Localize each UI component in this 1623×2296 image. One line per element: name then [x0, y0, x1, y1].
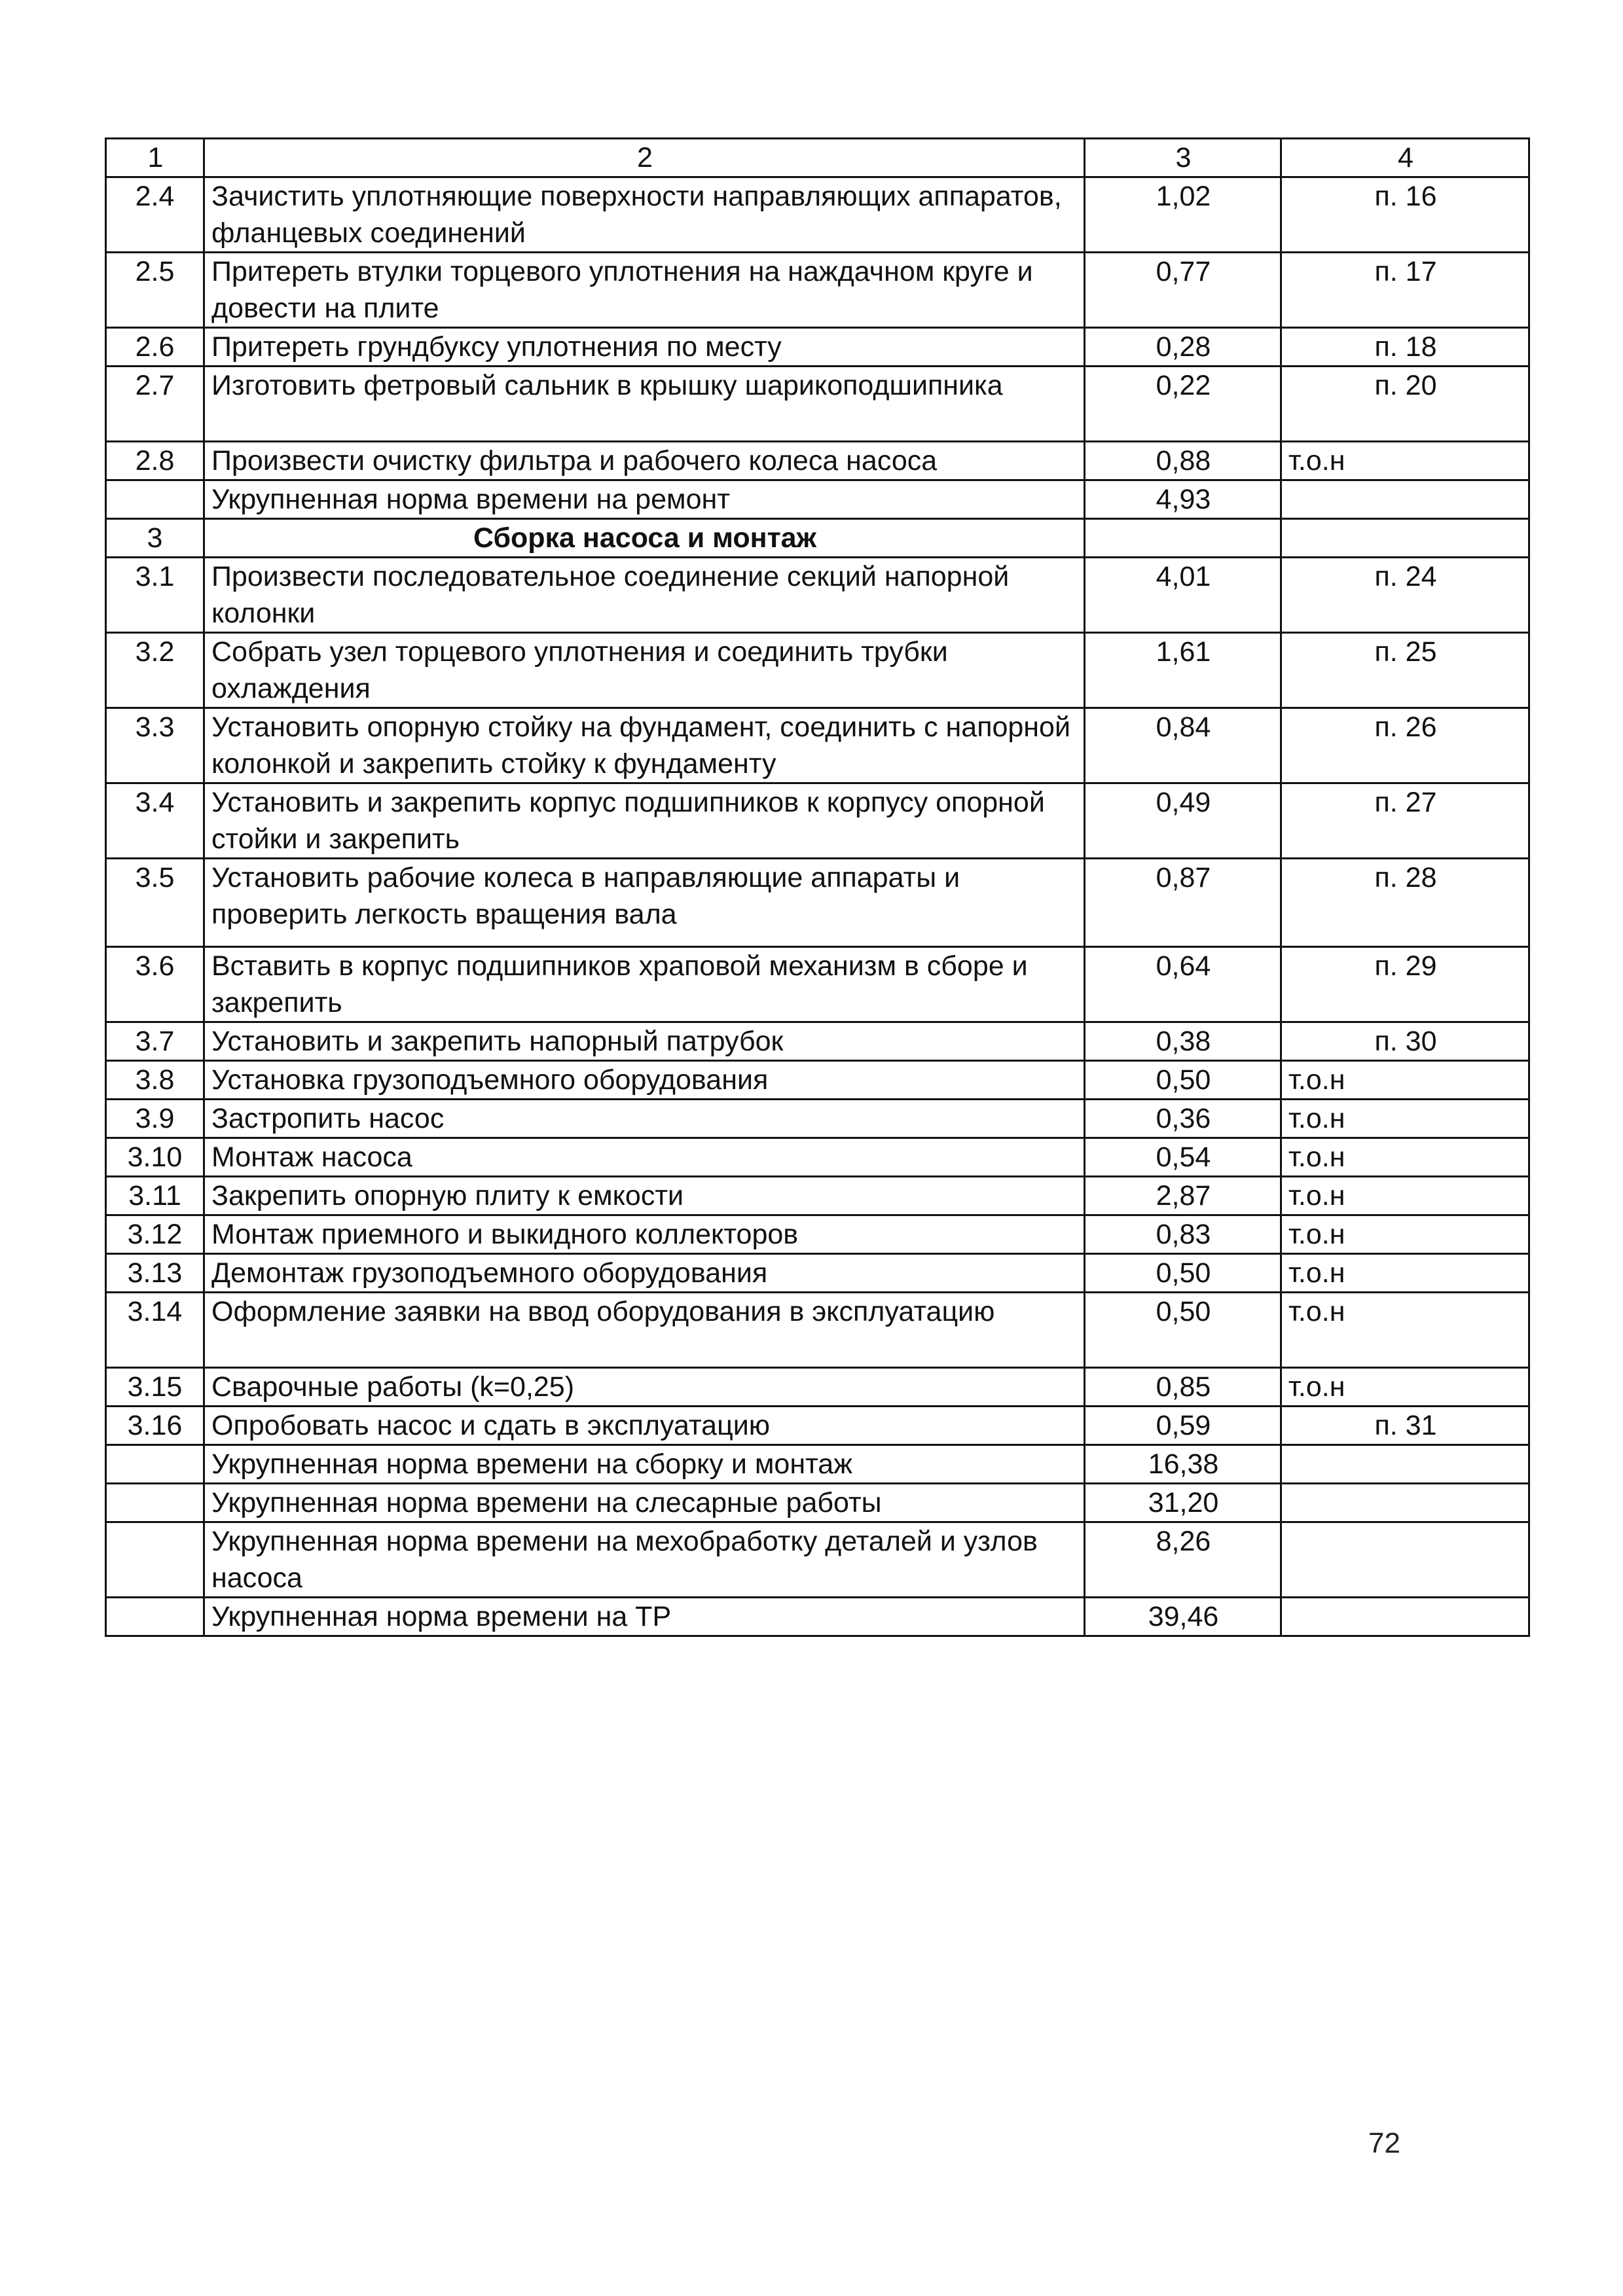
table-row [106, 947, 1529, 1022]
row-reference: т.о.н [1281, 1254, 1529, 1293]
table-row [106, 708, 1529, 783]
row-reference [1281, 1522, 1529, 1598]
row-time: 0,50 [1085, 1061, 1281, 1100]
row-number: 2.5 [106, 253, 204, 328]
subtotal-row [106, 1484, 1529, 1522]
section-number: 3 [106, 519, 204, 558]
subtotal-row [106, 1522, 1529, 1598]
row-description: Сварочные работы (k=0,25) [204, 1368, 1085, 1407]
row-time: 0,22 [1085, 367, 1281, 442]
row-number: 3.16 [106, 1407, 204, 1445]
row-description: Притереть грундбуксу уплотнения по месту [204, 328, 1085, 367]
row-time: 0,64 [1085, 947, 1281, 1022]
row-number [106, 480, 204, 519]
row-number: 3.15 [106, 1368, 204, 1407]
header-col-2: 2 [204, 139, 1085, 177]
row-time: 0,28 [1085, 328, 1281, 367]
row-number: 3.3 [106, 708, 204, 783]
row-description: Укрупненная норма времени на ремонт [204, 480, 1085, 519]
row-number [106, 1445, 204, 1484]
table-row [106, 633, 1529, 708]
row-number [106, 1598, 204, 1636]
row-reference: т.о.н [1281, 1100, 1529, 1138]
table-row [106, 1138, 1529, 1177]
row-reference: п. 31 [1281, 1407, 1529, 1445]
row-time: 0,83 [1085, 1215, 1281, 1254]
row-number [106, 1522, 204, 1598]
row-time: 39,46 [1085, 1598, 1281, 1636]
row-description: Вставить в корпус подшипников храповой механизм в сборе и закрепить [204, 947, 1085, 1022]
table-row [106, 1407, 1529, 1445]
row-time: 0,54 [1085, 1138, 1281, 1177]
row-time: 0,36 [1085, 1100, 1281, 1138]
table-row [106, 783, 1529, 859]
table-row [106, 1215, 1529, 1254]
row-description: Установить рабочие колеса в направляющие аппараты и проверить легкость вращения вала [204, 859, 1085, 947]
section-heading-row [106, 519, 1529, 558]
row-number: 3.12 [106, 1215, 204, 1254]
table-row [106, 1100, 1529, 1138]
row-reference: п. 25 [1281, 633, 1529, 708]
table-row [106, 328, 1529, 367]
header-col-4: 4 [1281, 139, 1529, 177]
row-reference: п. 24 [1281, 558, 1529, 633]
row-reference: п. 17 [1281, 253, 1529, 328]
subtotal-row [106, 480, 1529, 519]
row-time: 0,59 [1085, 1407, 1281, 1445]
row-time: 0,38 [1085, 1022, 1281, 1061]
row-time: 1,61 [1085, 633, 1281, 708]
row-time: 0,77 [1085, 253, 1281, 328]
header-col-3: 3 [1085, 139, 1281, 177]
row-time: 0,88 [1085, 442, 1281, 480]
section-title: Сборка насоса и монтаж [204, 519, 1085, 558]
row-description: Произвести очистку фильтра и рабочего колеса насоса [204, 442, 1085, 480]
row-number: 3.11 [106, 1177, 204, 1215]
row-time: 0,49 [1085, 783, 1281, 859]
row-description: Монтаж приемного и выкидного коллекторов [204, 1215, 1085, 1254]
row-reference [1281, 1445, 1529, 1484]
table-row [106, 1061, 1529, 1100]
table-row [106, 1254, 1529, 1293]
row-number: 3.5 [106, 859, 204, 947]
row-description: Укрупненная норма времени на мехобработку деталей и узлов насоса [204, 1522, 1085, 1598]
row-time: 0,84 [1085, 708, 1281, 783]
page-number: 72 [1368, 2127, 1400, 2159]
row-description: Установить опорную стойку на фундамент, соединить с напорной колонкой и закрепить стойку к фундаменту [204, 708, 1085, 783]
row-reference: т.о.н [1281, 1138, 1529, 1177]
row-description: Установить и закрепить напорный патрубок [204, 1022, 1085, 1061]
row-reference [1281, 1484, 1529, 1522]
row-time [1085, 519, 1281, 558]
row-reference: п. 26 [1281, 708, 1529, 783]
row-number: 2.8 [106, 442, 204, 480]
row-reference: п. 30 [1281, 1022, 1529, 1061]
row-description: Укрупненная норма времени на слесарные работы [204, 1484, 1085, 1522]
row-reference: т.о.н [1281, 1177, 1529, 1215]
row-time: 0,50 [1085, 1293, 1281, 1368]
row-time: 31,20 [1085, 1484, 1281, 1522]
row-reference: т.о.н [1281, 1293, 1529, 1368]
row-description: Укрупненная норма времени на сборку и монтаж [204, 1445, 1085, 1484]
row-number [106, 1484, 204, 1522]
row-number: 3.14 [106, 1293, 204, 1368]
row-reference: п. 28 [1281, 859, 1529, 947]
row-reference: п. 16 [1281, 177, 1529, 253]
row-description: Закрепить опорную плиту к емкости [204, 1177, 1085, 1215]
row-reference: п. 27 [1281, 783, 1529, 859]
norms-table [105, 137, 1530, 1637]
table-row [106, 1177, 1529, 1215]
row-reference: т.о.н [1281, 1368, 1529, 1407]
row-number: 3.13 [106, 1254, 204, 1293]
row-number: 3.4 [106, 783, 204, 859]
row-time: 0,85 [1085, 1368, 1281, 1407]
row-reference: п. 18 [1281, 328, 1529, 367]
table-row [106, 253, 1529, 328]
row-number: 2.6 [106, 328, 204, 367]
table-row [106, 1022, 1529, 1061]
row-description: Укрупненная норма времени на ТР [204, 1598, 1085, 1636]
row-time: 16,38 [1085, 1445, 1281, 1484]
row-description: Притереть втулки торцевого уплотнения на наждачном круге и довести на плите [204, 253, 1085, 328]
row-number: 2.7 [106, 367, 204, 442]
row-time: 4,01 [1085, 558, 1281, 633]
row-number: 3.2 [106, 633, 204, 708]
row-time: 8,26 [1085, 1522, 1281, 1598]
row-reference: т.о.н [1281, 1061, 1529, 1100]
row-description: Оформление заявки на ввод оборудования в эксплуатацию [204, 1293, 1085, 1368]
row-description: Зачистить уплотняющие поверхности направляющих аппаратов, фланцевых соединений [204, 177, 1085, 253]
row-reference [1281, 519, 1529, 558]
row-number: 3.1 [106, 558, 204, 633]
row-reference: т.о.н [1281, 442, 1529, 480]
total-row [106, 1598, 1529, 1636]
row-number: 3.9 [106, 1100, 204, 1138]
row-description: Опробовать насос и сдать в эксплуатацию [204, 1407, 1085, 1445]
row-description: Установка грузоподъемного оборудования [204, 1061, 1085, 1100]
row-reference: п. 20 [1281, 367, 1529, 442]
row-number: 3.7 [106, 1022, 204, 1061]
row-description: Произвести последовательное соединение секций напорной колонки [204, 558, 1085, 633]
table-row [106, 367, 1529, 442]
row-time: 0,50 [1085, 1254, 1281, 1293]
row-reference [1281, 1598, 1529, 1636]
table-row [106, 1293, 1529, 1368]
row-description: Застропить насос [204, 1100, 1085, 1138]
row-number: 3.6 [106, 947, 204, 1022]
row-reference: п. 29 [1281, 947, 1529, 1022]
row-description: Изготовить фетровый сальник в крышку шарикоподшипника [204, 367, 1085, 442]
row-description: Собрать узел торцевого уплотнения и соединить трубки охлаждения [204, 633, 1085, 708]
row-number: 3.10 [106, 1138, 204, 1177]
row-time: 4,93 [1085, 480, 1281, 519]
table-row [106, 1368, 1529, 1407]
row-time: 0,87 [1085, 859, 1281, 947]
row-reference: т.о.н [1281, 1215, 1529, 1254]
row-number: 3.8 [106, 1061, 204, 1100]
table-row [106, 177, 1529, 253]
table-row [106, 859, 1529, 947]
row-description: Монтаж насоса [204, 1138, 1085, 1177]
row-number: 2.4 [106, 177, 204, 253]
header-col-1: 1 [106, 139, 204, 177]
row-description: Установить и закрепить корпус подшипников к корпусу опорной стойки и закрепить [204, 783, 1085, 859]
row-description: Демонтаж грузоподъемного оборудования [204, 1254, 1085, 1293]
table-row [106, 442, 1529, 480]
row-time: 2,87 [1085, 1177, 1281, 1215]
subtotal-row [106, 1445, 1529, 1484]
table-row [106, 558, 1529, 633]
table-header-row [106, 139, 1529, 177]
row-reference [1281, 480, 1529, 519]
row-time: 1,02 [1085, 177, 1281, 253]
